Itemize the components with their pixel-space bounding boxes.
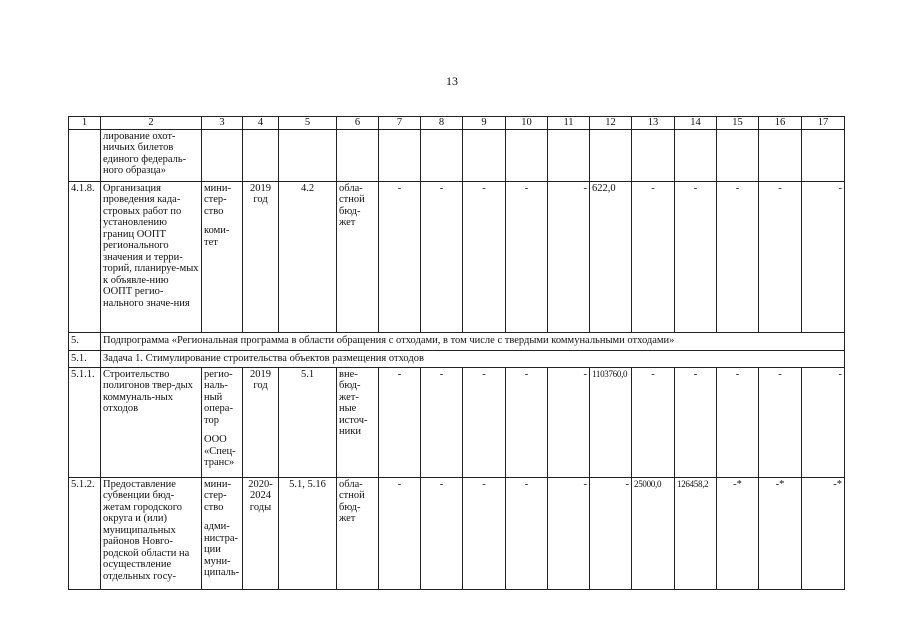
- row-source: обла-стной бюд-жет: [337, 477, 379, 589]
- header-cell: 15: [717, 117, 759, 130]
- header-cell: 13: [632, 117, 675, 130]
- row-value: -: [759, 181, 802, 332]
- row-value: -: [802, 367, 845, 477]
- row-target: 5.1, 5.16: [279, 477, 337, 589]
- row-period: 2019 год: [243, 367, 279, 477]
- row-source: вне-бюд-жет-ные источ-ники: [337, 367, 379, 477]
- page-number: 13: [446, 74, 458, 88]
- header-cell: 7: [379, 117, 421, 130]
- row-value: -: [506, 181, 548, 332]
- row-description: Строительство полигонов твер-дых коммуналь-ных отходов: [101, 367, 202, 477]
- executor-secondary: коми-тет: [204, 225, 230, 248]
- row-value: -: [379, 477, 421, 589]
- row-number: 5.1.1.: [69, 367, 101, 477]
- row-description: Предоставление субвенции бюд-жетам городского округа и (или) муниципальных районов Новго-родской области на осуществление отдельных госу-: [101, 477, 202, 589]
- row-value: -: [675, 367, 717, 477]
- row-number: 5.1.: [69, 350, 101, 367]
- row-value: -: [548, 181, 590, 332]
- row-value: -: [421, 477, 463, 589]
- header-cell: 17: [802, 117, 845, 130]
- row-executor: [202, 477, 243, 589]
- row-value: -: [421, 367, 463, 477]
- table-row: [69, 332, 845, 350]
- program-table: [68, 116, 845, 590]
- row-value: 1103760,0: [590, 367, 632, 477]
- header-cell: 1: [69, 117, 101, 130]
- header-cell: 16: [759, 117, 802, 130]
- row-value: -: [379, 181, 421, 332]
- row-value: -: [463, 367, 506, 477]
- row-value: 622,0: [590, 181, 632, 332]
- header-cell: 2: [101, 117, 202, 130]
- header-row: [69, 117, 845, 130]
- executor-secondary: адми-нистра-ции муни-ципаль-: [204, 521, 240, 578]
- row-number: 5.1.2.: [69, 477, 101, 589]
- row-value: -: [802, 181, 845, 332]
- header-cell: 4: [243, 117, 279, 130]
- row-value: -: [548, 367, 590, 477]
- executor-primary: регио-наль-ный опера-тор: [204, 368, 233, 426]
- row-value: -: [675, 181, 717, 332]
- row-value: -: [506, 477, 548, 589]
- row-number: 5.: [69, 332, 101, 350]
- header-cell: 10: [506, 117, 548, 130]
- row-value: -*: [717, 477, 759, 589]
- row-source: обла-стной бюд-жет: [337, 181, 379, 332]
- row-value: -: [548, 477, 590, 589]
- row-description: Организация проведения када-стровых работ по установлению границ ООПТ регионального значения и терри-торий, планируе-мых к объявле-нию ООПТ регио-нального значе-ния: [101, 181, 202, 332]
- table-row: [69, 477, 845, 589]
- row-number: 4.1.8.: [69, 181, 101, 332]
- row-value: -: [590, 477, 632, 589]
- row-value: -: [379, 367, 421, 477]
- header-cell: 9: [463, 117, 506, 130]
- executor-primary: мини-стер-ство: [204, 478, 231, 513]
- row-description: лирование охот-ничьих билетов единого федераль-ного образца»: [101, 129, 202, 181]
- row-value: -: [632, 181, 675, 332]
- task-title: Задача 1. Стимулирование строительства объектов размещения отходов: [101, 350, 845, 367]
- header-cell: 11: [548, 117, 590, 130]
- row-executor: [202, 367, 243, 477]
- row-value: -: [717, 181, 759, 332]
- row-period: 2020-2024 годы: [243, 477, 279, 589]
- row-value: -*: [802, 477, 845, 589]
- table-row: [69, 350, 845, 367]
- row-executor: [202, 181, 243, 332]
- row-target: 5.1: [279, 367, 337, 477]
- row-target: 4.2: [279, 181, 337, 332]
- row-period: 2019 год: [243, 181, 279, 332]
- table-row: [69, 129, 845, 181]
- row-value: 25000,0: [632, 477, 675, 589]
- header-cell: 5: [279, 117, 337, 130]
- row-value: 126458,2: [675, 477, 717, 589]
- header-cell: 6: [337, 117, 379, 130]
- header-cell: 3: [202, 117, 243, 130]
- header-cell: 14: [675, 117, 717, 130]
- row-value: -: [506, 367, 548, 477]
- row-value: -: [421, 181, 463, 332]
- executor-secondary: ООО «Спец-транс»: [204, 434, 236, 468]
- row-value: -: [717, 367, 759, 477]
- row-value: -: [759, 367, 802, 477]
- row-value: -*: [759, 477, 802, 589]
- row-value: -: [463, 181, 506, 332]
- subprogram-title: Подпрограмма «Региональная программа в области обращения с отходами, в том числе с твердыми коммунальными отходами»: [101, 332, 845, 350]
- row-value: -: [632, 367, 675, 477]
- executor-primary: мини-стер-ство: [204, 182, 231, 217]
- table-row: [69, 181, 845, 332]
- header-cell: 8: [421, 117, 463, 130]
- table-row: [69, 367, 845, 477]
- header-cell: 12: [590, 117, 632, 130]
- row-value: -: [463, 477, 506, 589]
